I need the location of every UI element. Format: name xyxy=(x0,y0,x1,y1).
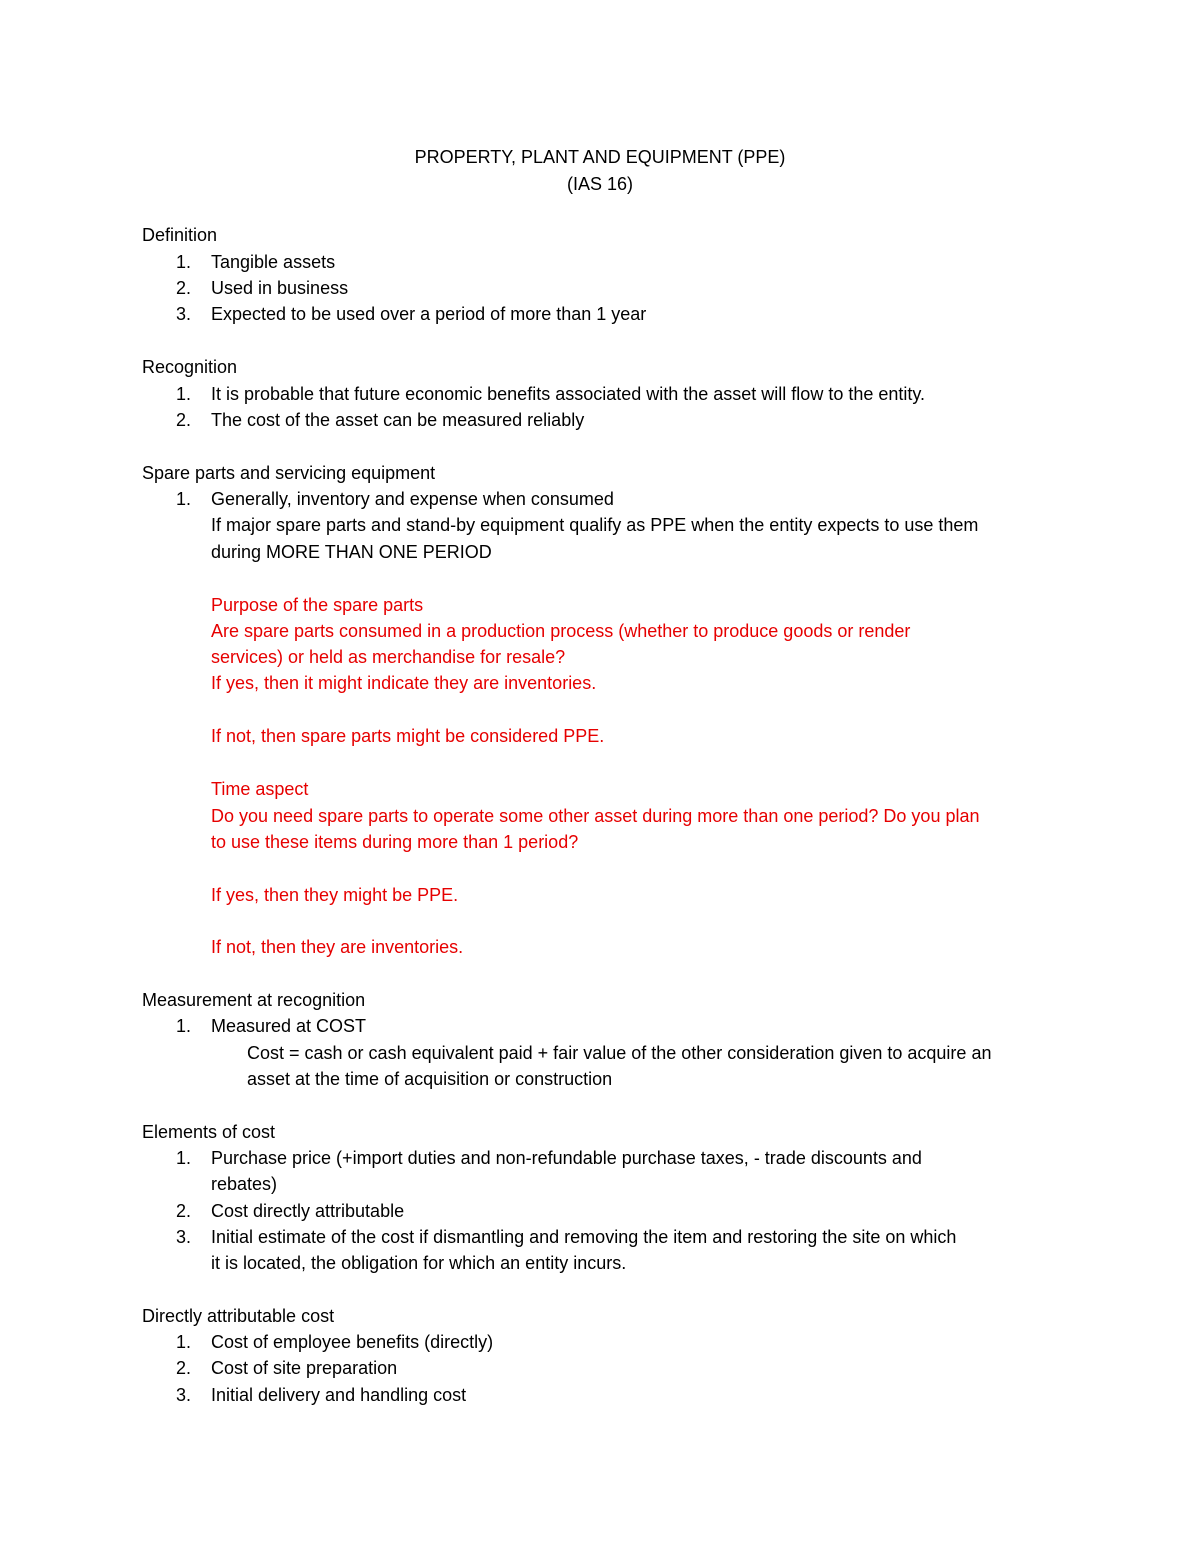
list-item: Cost of site preparation xyxy=(211,1358,398,1378)
paragraph-line: If not, then they are inventories. xyxy=(211,937,464,957)
time-aspect-heading: Time aspect xyxy=(211,779,309,799)
definition-heading: Definition xyxy=(142,225,218,245)
list-number: 3. xyxy=(176,304,192,324)
list-number: 3. xyxy=(176,1385,192,1405)
paragraph-line: during MORE THAN ONE PERIOD xyxy=(211,542,492,562)
paragraph-line: rebates) xyxy=(211,1174,278,1194)
list-number: 1. xyxy=(176,1016,192,1036)
list-number: 1. xyxy=(176,252,192,272)
list-item: Purchase price (+import duties and non-refundable purchase taxes, - trade discounts and xyxy=(211,1148,922,1168)
list-item: The cost of the asset can be measured reliably xyxy=(211,410,585,430)
page-subtitle: (IAS 16) xyxy=(566,174,634,194)
list-item: Expected to be used over a period of more than 1 year xyxy=(211,304,647,324)
paragraph-line: If yes, then they might be PPE. xyxy=(211,885,459,905)
measurement-heading: Measurement at recognition xyxy=(142,990,366,1010)
list-item: Tangible assets xyxy=(211,252,336,272)
list-item: Cost directly attributable xyxy=(211,1201,405,1221)
list-number: 3. xyxy=(176,1227,192,1247)
paragraph-line: asset at the time of acquisition or construction xyxy=(247,1069,613,1089)
paragraph-line: to use these items during more than 1 period? xyxy=(211,832,579,852)
list-number: 2. xyxy=(176,410,192,430)
list-item: Cost of employee benefits (directly) xyxy=(211,1332,494,1352)
paragraph-line: Are spare parts consumed in a production process (whether to produce goods or render xyxy=(211,621,911,641)
list-item: Measured at COST xyxy=(211,1016,367,1036)
list-number: 2. xyxy=(176,278,192,298)
purpose-heading: Purpose of the spare parts xyxy=(211,595,424,615)
paragraph-line: If major spare parts and stand-by equipment qualify as PPE when the entity expects to use them xyxy=(211,515,979,535)
page-title: PROPERTY, PLANT AND EQUIPMENT (PPE) xyxy=(414,147,786,167)
directly-attributable-heading: Directly attributable cost xyxy=(142,1306,335,1326)
list-number: 2. xyxy=(176,1201,192,1221)
list-item: Used in business xyxy=(211,278,349,298)
list-number: 1. xyxy=(176,1148,192,1168)
list-number: 1. xyxy=(176,489,192,509)
paragraph-line: Cost = cash or cash equivalent paid + fair value of the other consideration given to acquire an xyxy=(247,1043,992,1063)
list-item: Initial estimate of the cost if dismantling and removing the item and restoring the site on which xyxy=(211,1227,957,1247)
paragraph-line: it is located, the obligation for which an entity incurs. xyxy=(211,1253,627,1273)
recognition-heading: Recognition xyxy=(142,357,238,377)
list-number: 1. xyxy=(176,384,192,404)
paragraph-line: If yes, then it might indicate they are inventories. xyxy=(211,673,597,693)
list-item: Initial delivery and handling cost xyxy=(211,1385,467,1405)
paragraph-line: If not, then spare parts might be considered PPE. xyxy=(211,726,605,746)
paragraph-line: Do you need spare parts to operate some other asset during more than one period? Do you plan xyxy=(211,806,980,826)
list-number: 2. xyxy=(176,1358,192,1378)
list-number: 1. xyxy=(176,1332,192,1352)
elements-heading: Elements of cost xyxy=(142,1122,276,1142)
spare-parts-heading: Spare parts and servicing equipment xyxy=(142,463,436,483)
list-item: It is probable that future economic benefits associated with the asset will flow to the entity. xyxy=(211,384,926,404)
list-item: Generally, inventory and expense when consumed xyxy=(211,489,614,509)
paragraph-line: services) or held as merchandise for resale? xyxy=(211,647,566,667)
